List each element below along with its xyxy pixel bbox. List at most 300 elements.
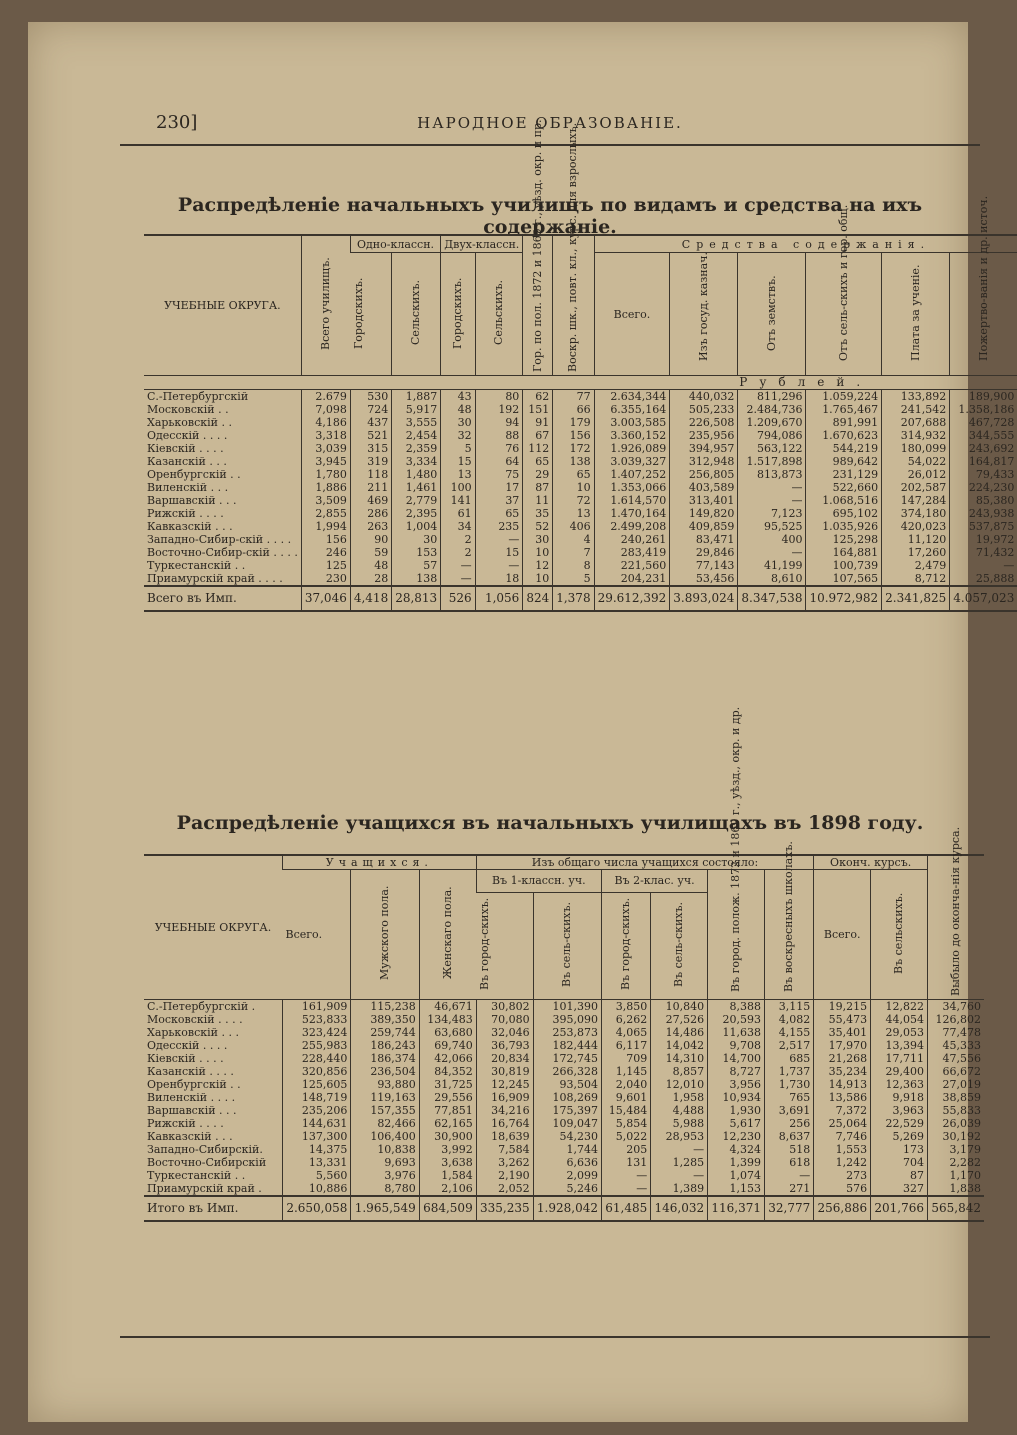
- total-cell: 684,509: [419, 1196, 476, 1221]
- district-name: Кіевскій . . . .: [147, 442, 224, 455]
- table-cell: 10: [523, 546, 553, 559]
- table-cell: 320,856: [283, 1065, 351, 1078]
- table-cell: 2,517: [765, 1039, 814, 1052]
- total-cell: 3.893,024: [670, 586, 738, 611]
- table-cell: 3,039: [301, 442, 350, 455]
- table-cell: 1.358,186: [950, 403, 1017, 416]
- table-cell: 283,419: [594, 546, 670, 559]
- table-cell: 35: [523, 507, 553, 520]
- table-cell: 148,719: [283, 1091, 351, 1104]
- district-name: Московскій . .: [147, 403, 229, 416]
- col-pupils-total: Всего.: [283, 870, 351, 1000]
- table-cell: 1,780: [301, 468, 350, 481]
- table-cell: 28,953: [651, 1130, 708, 1143]
- table-cell: 12,245: [476, 1078, 533, 1091]
- table-cell: 4: [553, 533, 594, 546]
- table-cell: 15,484: [602, 1104, 651, 1117]
- table-cell: 141: [441, 494, 475, 507]
- table-cell: 18,639: [476, 1130, 533, 1143]
- table-cell: 469: [350, 494, 391, 507]
- table-cell: 10: [523, 572, 553, 586]
- table-cell: 9,601: [602, 1091, 651, 1104]
- table-cell: 1.765,467: [806, 403, 882, 416]
- col-finished-rural: Въ сельскихъ.: [871, 870, 928, 1000]
- table-cell: 16,764: [476, 1117, 533, 1130]
- table-cell: 5,022: [602, 1130, 651, 1143]
- district-name: Восточно-Сибир-скій . . . .: [147, 546, 298, 559]
- table-cell: 259,744: [351, 1026, 419, 1039]
- table-cell: 2,106: [419, 1182, 476, 1196]
- pupils-table-body: [144, 1000, 984, 1197]
- table-cell: 286: [350, 507, 391, 520]
- table-cell: 12,822: [871, 1000, 928, 1014]
- table-cell: 253,873: [533, 1026, 601, 1039]
- table-row: [144, 1039, 984, 1052]
- table-cell: 2.484,736: [738, 403, 806, 416]
- table-cell: —: [651, 1169, 708, 1182]
- table-cell: 138: [392, 572, 441, 586]
- table-cell: 811,296: [738, 390, 806, 404]
- page-header: [120, 108, 980, 146]
- table-cell: 228,440: [283, 1052, 351, 1065]
- table-cell: 1,004: [392, 520, 441, 533]
- table-cell: —: [475, 533, 523, 546]
- table-cell: 4,082: [765, 1013, 814, 1026]
- table-cell: 35,401: [814, 1026, 871, 1039]
- total-cell: 565,842: [928, 1196, 984, 1221]
- table-cell: 3,850: [602, 1000, 651, 1014]
- table-cell: 3,976: [351, 1169, 419, 1182]
- total-cell: 201,766: [871, 1196, 928, 1221]
- table-cell: 147,284: [882, 494, 950, 507]
- table-cell: 1,994: [301, 520, 350, 533]
- table-cell: 30,192: [928, 1130, 984, 1143]
- table-cell: 34,760: [928, 1000, 984, 1014]
- table-cell: 2,052: [476, 1182, 533, 1196]
- table-cell: 1.517,898: [738, 455, 806, 468]
- table-cell: 189,900: [950, 390, 1017, 404]
- table-cell: 409,859: [670, 520, 738, 533]
- col-district: УЧЕБНЫЕ ОКРУГА.: [144, 235, 301, 376]
- table-cell: 467,728: [950, 416, 1017, 429]
- table-cell: 319: [350, 455, 391, 468]
- table-cell: 108,269: [533, 1091, 601, 1104]
- col-state-treasury: Изъ госуд. казнач.: [670, 253, 738, 376]
- table-cell: 3,509: [301, 494, 350, 507]
- table-cell: 15: [441, 455, 475, 468]
- table-cell: 6,117: [602, 1039, 651, 1052]
- table-cell: —: [738, 546, 806, 559]
- page-frame: [120, 94, 1015, 1344]
- table-cell: 70,080: [476, 1013, 533, 1026]
- table-cell: 5,988: [651, 1117, 708, 1130]
- district-name: Варшавскій . . .: [147, 1104, 237, 1117]
- table-row: [144, 1156, 984, 1169]
- table-row: [144, 1169, 984, 1182]
- table-cell: 107,565: [806, 572, 882, 586]
- table-cell: 440,032: [670, 390, 738, 404]
- table-cell: 204,231: [594, 572, 670, 586]
- total-cell: 10.972,982: [806, 586, 882, 611]
- district-name: Восточно-Сибирскій: [147, 1156, 267, 1169]
- table-cell: 131: [602, 1156, 651, 1169]
- total-cell: 32,777: [765, 1196, 814, 1221]
- col-zemstvo: Отъ земствъ.: [738, 253, 806, 376]
- district-name: Западно-Сибир-скій . . . .: [147, 533, 292, 546]
- table-cell: 241,542: [882, 403, 950, 416]
- table-cell: 100,739: [806, 559, 882, 572]
- table-cell: 231,129: [806, 468, 882, 481]
- table-cell: 256,805: [670, 468, 738, 481]
- total-cell: 29.612,392: [594, 586, 670, 611]
- table-cell: 17,260: [882, 546, 950, 559]
- table-cell: 243,938: [950, 507, 1017, 520]
- table-cell: 8,712: [882, 572, 950, 586]
- table-row: [144, 1000, 984, 1014]
- table-cell: 1,242: [814, 1156, 871, 1169]
- table-row: [144, 494, 1017, 507]
- table-cell: 119,163: [351, 1091, 419, 1104]
- district-name: С.-Петербургскій .: [147, 1000, 256, 1013]
- table-row: [144, 572, 1017, 586]
- table-cell: 1.926,089: [594, 442, 670, 455]
- table-cell: 15: [475, 546, 523, 559]
- table-cell: 153: [392, 546, 441, 559]
- table-row: [144, 481, 1017, 494]
- table-cell: 1,730: [765, 1078, 814, 1091]
- table-cell: 256: [765, 1117, 814, 1130]
- table-cell: 323,424: [283, 1026, 351, 1039]
- table-cell: 67: [523, 429, 553, 442]
- table-cell: 61: [441, 507, 475, 520]
- col-urban-2: Городскихъ.: [441, 253, 475, 376]
- col-dropped: Выбыло до оконча-нія курса.: [928, 855, 984, 1000]
- table-cell: 1,958: [651, 1091, 708, 1104]
- table-cell: 14,913: [814, 1078, 871, 1091]
- table-cell: 93,880: [351, 1078, 419, 1091]
- table-cell: 59: [350, 546, 391, 559]
- table-cell: 724: [350, 403, 391, 416]
- table-cell: 164,881: [806, 546, 882, 559]
- table-cell: 314,932: [882, 429, 950, 442]
- table-cell: 48: [350, 559, 391, 572]
- table-cell: 2,099: [533, 1169, 601, 1182]
- district-name: Рижскій . . . .: [147, 507, 224, 520]
- table-cell: 11,120: [882, 533, 950, 546]
- group-finished: Оконч. курсъ.: [814, 855, 928, 870]
- table-cell: 77: [553, 390, 594, 404]
- table-cell: —: [475, 559, 523, 572]
- table-cell: 891,991: [806, 416, 882, 429]
- table-cell: 175,397: [533, 1104, 601, 1117]
- district-name: Оренбургскій . .: [147, 1078, 241, 1091]
- table-cell: 69,740: [419, 1039, 476, 1052]
- table-cell: 1,480: [392, 468, 441, 481]
- total-cell: 116,371: [708, 1196, 765, 1221]
- district-name: Кіевскій . . . .: [147, 1052, 224, 1065]
- table-row: [144, 507, 1017, 520]
- table-cell: 7,584: [476, 1143, 533, 1156]
- table-cell: 10,840: [651, 1000, 708, 1014]
- table-cell: 57: [392, 559, 441, 572]
- group-one-class: Одно-классн.: [350, 235, 440, 253]
- table-cell: 704: [871, 1156, 928, 1169]
- table-cell: 989,642: [806, 455, 882, 468]
- district-name: Московскій . . . .: [147, 1013, 243, 1026]
- table-cell: 109,047: [533, 1117, 601, 1130]
- table-cell: 2,282: [928, 1156, 984, 1169]
- table-row: [144, 1078, 984, 1091]
- table-cell: 226,508: [670, 416, 738, 429]
- table-cell: 2,855: [301, 507, 350, 520]
- table-cell: 29,556: [419, 1091, 476, 1104]
- total-cell: 1,378: [553, 586, 594, 611]
- table-cell: 125,298: [806, 533, 882, 546]
- table-cell: 537,875: [950, 520, 1017, 533]
- total-cell: 1,056: [475, 586, 523, 611]
- table-cell: 5,560: [283, 1169, 351, 1182]
- group-two-class: Двух-классн.: [441, 235, 523, 253]
- table-cell: 77,478: [928, 1026, 984, 1039]
- table-cell: 243,692: [950, 442, 1017, 455]
- table-cell: 29: [523, 468, 553, 481]
- table-cell: 12,230: [708, 1130, 765, 1143]
- table-cell: 344,555: [950, 429, 1017, 442]
- table-cell: 125: [301, 559, 350, 572]
- table-cell: 31,725: [419, 1078, 476, 1091]
- table-cell: 3,318: [301, 429, 350, 442]
- table-cell: 207,688: [882, 416, 950, 429]
- table-cell: 1.059,224: [806, 390, 882, 404]
- table-cell: 156: [301, 533, 350, 546]
- table-cell: 54,230: [533, 1130, 601, 1143]
- col-district-2: УЧЕБНЫЕ ОКРУГА.: [144, 855, 283, 1000]
- table-cell: 3,963: [871, 1104, 928, 1117]
- table-cell: 1.353,066: [594, 481, 670, 494]
- col-female: Женскаго пола.: [419, 870, 476, 1000]
- table-cell: 530: [350, 390, 391, 404]
- table-cell: 271: [765, 1182, 814, 1196]
- table-cell: 8,637: [765, 1130, 814, 1143]
- table-cell: 180,099: [882, 442, 950, 455]
- group-funds: Средства содержанія.: [594, 235, 1017, 253]
- table-cell: 7,746: [814, 1130, 871, 1143]
- table-cell: 77,143: [670, 559, 738, 572]
- table-cell: 28: [350, 572, 391, 586]
- col-total-schools: Всего училищъ.: [301, 235, 350, 376]
- table-cell: 8,388: [708, 1000, 765, 1014]
- total-cell: 8.347,538: [738, 586, 806, 611]
- district-name: Виленскій . . .: [147, 481, 229, 494]
- table-cell: 437: [350, 416, 391, 429]
- table-cell: 182,444: [533, 1039, 601, 1052]
- group-pupils: Учащихся.: [283, 855, 477, 870]
- table-cell: 7,098: [301, 403, 350, 416]
- table-cell: 1.407,252: [594, 468, 670, 481]
- table-cell: 30: [523, 533, 553, 546]
- table-cell: 794,086: [738, 429, 806, 442]
- table-cell: 32: [441, 429, 475, 442]
- table-cell: 80: [475, 390, 523, 404]
- table-cell: 48: [441, 403, 475, 416]
- table-cell: 2,779: [392, 494, 441, 507]
- table-cell: 55,473: [814, 1013, 871, 1026]
- table-cell: 90: [350, 533, 391, 546]
- table-cell: 14,042: [651, 1039, 708, 1052]
- col-sunday-2: Въ воскресныхъ школахъ.: [765, 870, 814, 1000]
- table-cell: 115,238: [351, 1000, 419, 1014]
- total-cell: 28,813: [392, 586, 441, 611]
- table-cell: 202,587: [882, 481, 950, 494]
- table-cell: 6,262: [602, 1013, 651, 1026]
- table-row: [144, 403, 1017, 416]
- table1-title: Распредѣленіе начальныхъ училищъ по видамъ и средства на ихъ содержаніе.: [177, 194, 923, 238]
- table-cell: 1,584: [419, 1169, 476, 1182]
- col-funds-total: Всего.: [594, 253, 670, 376]
- table-cell: 420,023: [882, 520, 950, 533]
- table-cell: 576: [814, 1182, 871, 1196]
- table-cell: 7: [553, 546, 594, 559]
- table-cell: 1,074: [708, 1169, 765, 1182]
- district-name: Западно-Сибирскій.: [147, 1143, 263, 1156]
- table-row: [144, 390, 1017, 404]
- table-cell: 87: [523, 481, 553, 494]
- table-cell: 151: [523, 403, 553, 416]
- table-cell: 186,243: [351, 1039, 419, 1052]
- table-cell: 20,593: [708, 1013, 765, 1026]
- table-cell: 76: [475, 442, 523, 455]
- table-cell: 8: [553, 559, 594, 572]
- table-cell: —: [950, 559, 1017, 572]
- table-cell: 3,638: [419, 1156, 476, 1169]
- table-cell: 3,334: [392, 455, 441, 468]
- table-cell: 2.679: [301, 390, 350, 404]
- table-cell: 522,660: [806, 481, 882, 494]
- table-cell: 172,745: [533, 1052, 601, 1065]
- table-cell: 30,819: [476, 1065, 533, 1078]
- table-cell: 47,556: [928, 1052, 984, 1065]
- total-cell: 1.965,549: [351, 1196, 419, 1221]
- table-cell: 2: [441, 533, 475, 546]
- table-cell: 45,333: [928, 1039, 984, 1052]
- schools-total-row: [144, 586, 1017, 611]
- table-cell: 149,820: [670, 507, 738, 520]
- table-cell: 1,170: [928, 1169, 984, 1182]
- book-page: [28, 22, 1015, 1422]
- table-cell: 8,610: [738, 572, 806, 586]
- table-cell: 173: [871, 1143, 928, 1156]
- table-cell: 22,529: [871, 1117, 928, 1130]
- table-cell: 134,483: [419, 1013, 476, 1026]
- table-cell: 77,851: [419, 1104, 476, 1117]
- total-cell: 526: [441, 586, 475, 611]
- table-cell: 5,269: [871, 1130, 928, 1143]
- table-row: [144, 416, 1017, 429]
- table-cell: 2,040: [602, 1078, 651, 1091]
- table-cell: 224,230: [950, 481, 1017, 494]
- table-cell: 13,394: [871, 1039, 928, 1052]
- schools-table-body: [144, 390, 1017, 587]
- table-cell: 95,525: [738, 520, 806, 533]
- table-cell: 11,638: [708, 1026, 765, 1039]
- total-cell: 4.057,023: [950, 586, 1017, 611]
- table-cell: 133,892: [882, 390, 950, 404]
- table-cell: 1,886: [301, 481, 350, 494]
- table-cell: 240,261: [594, 533, 670, 546]
- col-donations: Пожертво-ванія и др. источ.: [950, 253, 1017, 376]
- table-cell: 14,310: [651, 1052, 708, 1065]
- table-cell: 29,400: [871, 1065, 928, 1078]
- bottom-rule: [120, 1336, 990, 1338]
- table-cell: 5: [553, 572, 594, 586]
- table-cell: 3,555: [392, 416, 441, 429]
- table-row: [144, 546, 1017, 559]
- table-cell: 1.470,164: [594, 507, 670, 520]
- table-cell: 93,504: [533, 1078, 601, 1091]
- table-cell: 394,957: [670, 442, 738, 455]
- table-cell: 5,854: [602, 1117, 651, 1130]
- table-cell: 4,324: [708, 1143, 765, 1156]
- table-cell: 4,488: [651, 1104, 708, 1117]
- table-cell: 34,216: [476, 1104, 533, 1117]
- table-cell: 46,671: [419, 1000, 476, 1014]
- table-cell: 2,190: [476, 1169, 533, 1182]
- table-cell: 235,956: [670, 429, 738, 442]
- table-cell: 25,888: [950, 572, 1017, 586]
- table-cell: —: [441, 559, 475, 572]
- running-head: НАРОДНОЕ ОБРАЗОВАНІЕ.: [417, 114, 683, 132]
- table-row: [144, 1117, 984, 1130]
- table-cell: 2.634,344: [594, 390, 670, 404]
- table-cell: 8,780: [351, 1182, 419, 1196]
- table-cell: 83,471: [670, 533, 738, 546]
- table-cell: 52: [523, 520, 553, 533]
- table-cell: 2,395: [392, 507, 441, 520]
- group-one-class-2: Въ 1-классн. уч.: [476, 870, 601, 893]
- table-cell: 30: [392, 533, 441, 546]
- table-cell: 87: [871, 1169, 928, 1182]
- table-cell: 400: [738, 533, 806, 546]
- table-row: [144, 1052, 984, 1065]
- table-cell: 12,363: [871, 1078, 928, 1091]
- table-cell: 10,838: [351, 1143, 419, 1156]
- table-cell: 327: [871, 1182, 928, 1196]
- table-cell: —: [765, 1169, 814, 1182]
- table-row: [144, 1182, 984, 1196]
- table-row: [144, 455, 1017, 468]
- total-cell: 37,046: [301, 586, 350, 611]
- table-cell: 235,206: [283, 1104, 351, 1117]
- group-of-total: Изъ общаго числа учащихся состояло:: [476, 855, 814, 870]
- total-cell: 2.650,058: [283, 1196, 351, 1221]
- table-cell: 12,010: [651, 1078, 708, 1091]
- table-cell: 144,631: [283, 1117, 351, 1130]
- table-cell: 518: [765, 1143, 814, 1156]
- district-name: Кавказскій . . .: [147, 1130, 233, 1143]
- district-name: Оренбургскій . .: [147, 468, 241, 481]
- col-law-1872: Гор. по пол. 1872 и 1869 г., уѣзд. окр. и пр.: [523, 235, 553, 376]
- table-cell: 19,215: [814, 1000, 871, 1014]
- table-cell: 8,857: [651, 1065, 708, 1078]
- table-cell: —: [602, 1182, 651, 1196]
- table-cell: 30: [441, 416, 475, 429]
- col-urban-1: Городскихъ.: [350, 253, 391, 376]
- table-cell: 14,700: [708, 1052, 765, 1065]
- table-cell: 43: [441, 390, 475, 404]
- table-cell: 521: [350, 429, 391, 442]
- table-cell: 1.209,670: [738, 416, 806, 429]
- table-row: [144, 429, 1017, 442]
